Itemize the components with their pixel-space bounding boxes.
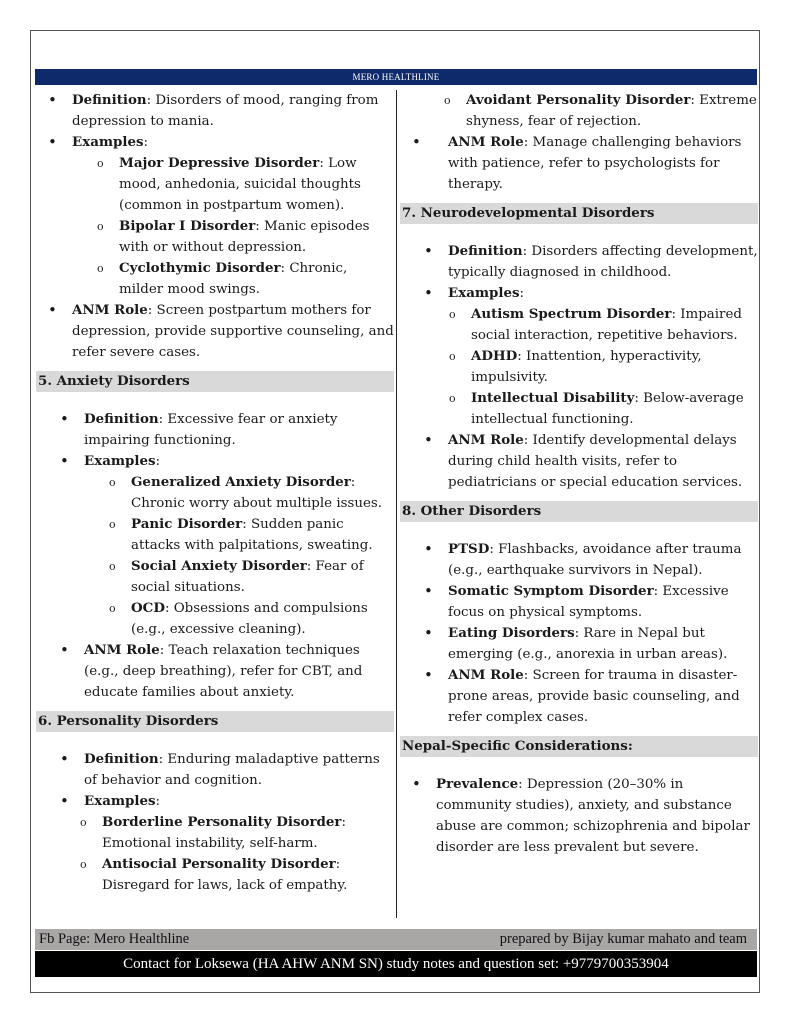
personality-definition: • Definition: Enduring maladaptive patterns of behavior and cognition. xyxy=(48,749,394,791)
nepal-list xyxy=(400,774,758,858)
list-item: o Autism Spectrum Disorder: Impaired social interaction, repetitive behaviors. xyxy=(471,304,758,346)
list-item: • ANM Role: Screen for trauma in disaster-prone areas, provide basic counseling, and refer complex cases. xyxy=(412,665,758,728)
list-item: • Eating Disorders: Rare in Nepal but emerging (e.g., anorexia in urban areas). xyxy=(412,623,758,665)
prepared-by-text: prepared by Bijay kumar mahato and team xyxy=(499,931,747,947)
fb-page-text: Fb Page: Mero Healthline xyxy=(39,931,190,947)
section-heading-other: 8. Other Disorders xyxy=(400,501,758,522)
column-divider xyxy=(396,90,397,918)
list-item: o Social Anxiety Disorder: Fear of social situations. xyxy=(131,556,394,598)
list-item: o Borderline Personality Disorder: Emotional instability, self-harm. xyxy=(102,812,394,854)
list-item: o Major Depressive Disorder: Low mood, anhedonia, suicidal thoughts (common in postpartum women). xyxy=(119,153,394,216)
neuro-anm-role: • ANM Role: Identify developmental delays during child health visits, refer to pediatricians or special education services. xyxy=(412,430,758,493)
anxiety-examples: • Examples: o Generalized Anxiety Disorder: Chronic worry about multiple issues. o Panic Disorder: Sudden panic attacks with palpitations, sweating. o Social Anxiety Disorder: Fear of social situations. o OCD: Obsessions and compulsions (e.g., excessive cleaning). xyxy=(48,451,394,640)
list-item: • PTSD: Flashbacks, avoidance after trauma (e.g., earthquake survivors in Nepal). xyxy=(412,539,758,581)
mood-examples-sublist xyxy=(72,153,394,300)
list-item: o ADHD: Inattention, hyperactivity, impulsivity. xyxy=(471,346,758,388)
list-item: o Intellectual Disability: Below-average intellectual functioning. xyxy=(471,388,758,430)
personality-list xyxy=(36,749,394,896)
list-item: o OCD: Obsessions and compulsions (e.g., excessive cleaning). xyxy=(131,598,394,640)
list-item: o Cyclothymic Disorder: Chronic, milder mood swings. xyxy=(119,258,394,300)
personality-examples-sublist xyxy=(84,812,394,896)
anxiety-examples-sublist xyxy=(84,472,394,640)
neuro-definition: • Definition: Disorders affecting development, typically diagnosed in childhood. xyxy=(412,241,758,283)
anxiety-list xyxy=(36,409,394,703)
other-list xyxy=(400,539,758,728)
anxiety-anm-role: • ANM Role: Teach relaxation techniques (e.g., deep breathing), refer for CBT, and educate families about anxiety. xyxy=(48,640,394,703)
personality-examples: • Examples: o Borderline Personality Disorder: Emotional instability, self-harm. o Antisocial Personality Disorder: Disregard for laws, lack of empathy. xyxy=(48,791,394,896)
neuro-examples: • Examples: o Autism Spectrum Disorder: Impaired social interaction, repetitive behaviors. o ADHD: Inattention, hyperactivity, impulsivity. o Intellectual Disability: Below-average intellectual functioning. xyxy=(412,283,758,430)
personality-anm-role: • ANM Role: Manage challenging behaviors with patience, refer to psychologists for therapy. xyxy=(400,132,758,195)
footer-credits-bar xyxy=(35,929,757,950)
list-item: o Generalized Anxiety Disorder: Chronic worry about multiple issues. xyxy=(131,472,394,514)
list-item: o Bipolar I Disorder: Manic episodes with or without depression. xyxy=(119,216,394,258)
mood-examples: • Examples: o Major Depressive Disorder: Low mood, anhedonia, suicidal thoughts (common in postpartum women). o Bipolar I Disorder: Manic episodes with or without depression. o Cyclothymic Disorder: Chronic, milder mood swings. xyxy=(36,132,394,300)
footer-contact-bar: Contact for Loksewa (HA AHW ANM SN) study notes and question set: +9779700353904 xyxy=(35,951,757,977)
anxiety-definition: • Definition: Excessive fear or anxiety impairing functioning. xyxy=(48,409,394,451)
personality-continued-sublist xyxy=(466,90,758,132)
personality-continued-list xyxy=(400,90,758,195)
section-heading-nepal: Nepal-Specific Considerations: xyxy=(400,736,758,757)
mood-anm-role: • ANM Role: Screen postpartum mothers for depression, provide supportive counseling, and refer severe cases. xyxy=(36,300,394,363)
list-item: o Avoidant Personality Disorder: Extreme shyness, fear of rejection. xyxy=(466,90,758,132)
section-heading-anxiety: 5. Anxiety Disorders xyxy=(36,371,394,392)
mood-definition: • Definition: Disorders of mood, ranging from depression to mania. xyxy=(36,90,394,132)
list-item: o Panic Disorder: Sudden panic attacks with palpitations, sweating. xyxy=(131,514,394,556)
section-heading-personality: 6. Personality Disorders xyxy=(36,711,394,732)
neuro-examples-sublist xyxy=(448,304,758,430)
right-column xyxy=(400,90,758,858)
list-item: • Somatic Symptom Disorder: Excessive focus on physical symptoms. xyxy=(412,581,758,623)
personality-continued-examples xyxy=(400,90,758,132)
mood-disorders-list xyxy=(36,90,394,363)
section-heading-neurodevelopmental: 7. Neurodevelopmental Disorders xyxy=(400,203,758,224)
nepal-prevalence: • Prevalence: Depression (20–30% in community studies), anxiety, and substance abuse are common; schizophrenia and bipolar disorder are less prevalent but severe. xyxy=(400,774,758,858)
left-column xyxy=(36,90,394,896)
header-banner: MERO HEALTHLINE xyxy=(35,69,757,85)
list-item: o Antisocial Personality Disorder: Disregard for laws, lack of empathy. xyxy=(102,854,394,896)
neuro-list xyxy=(400,241,758,493)
